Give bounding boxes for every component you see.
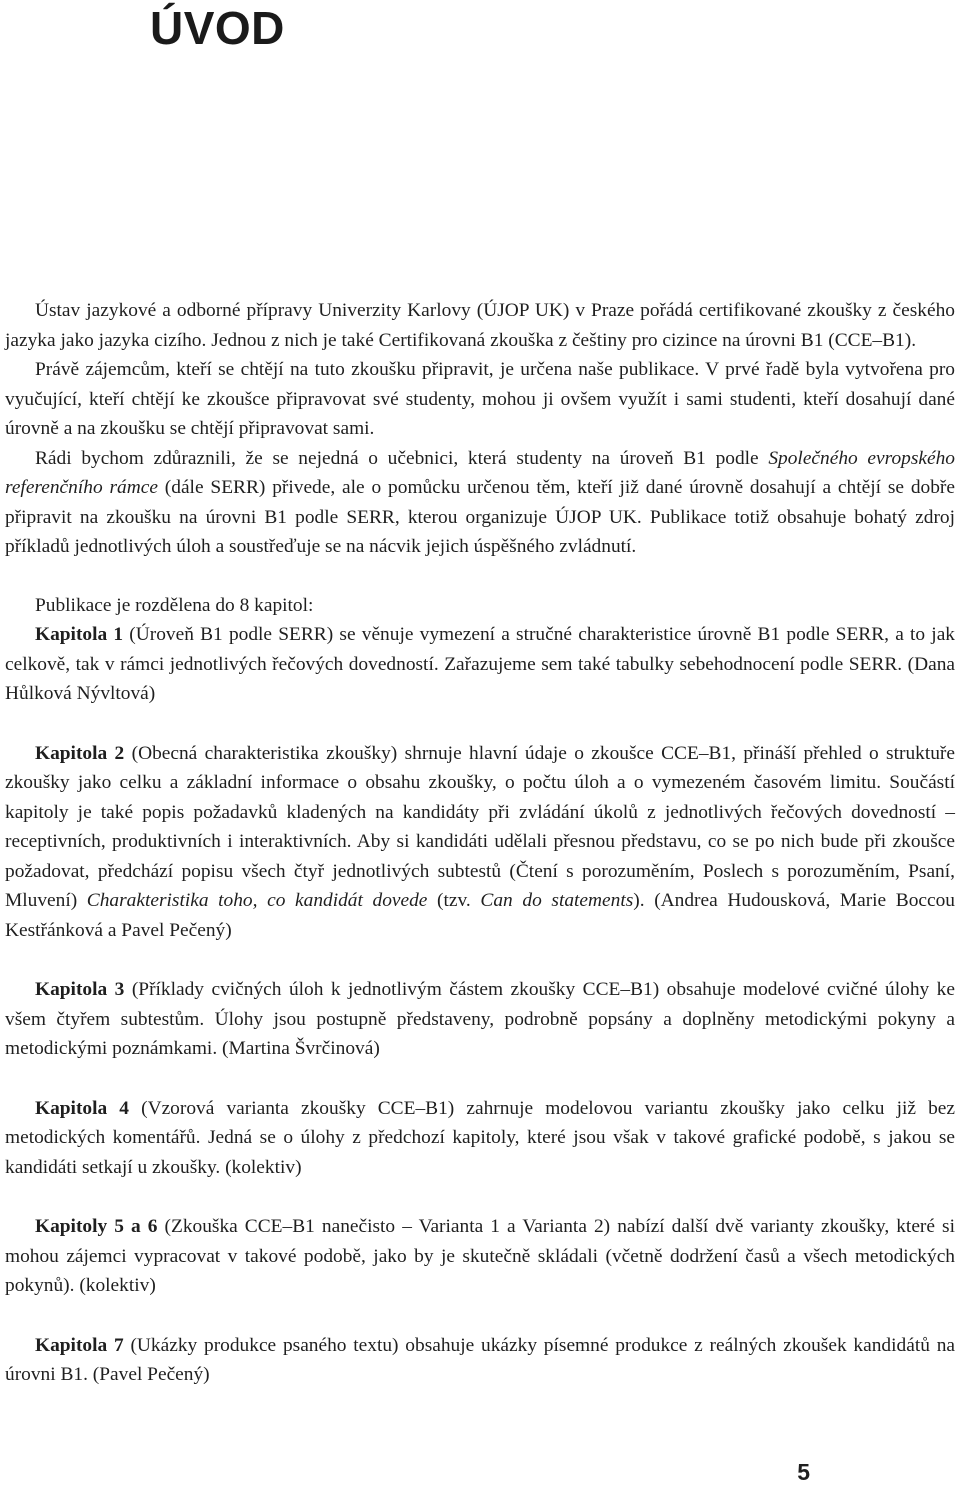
paragraph-text: Publikace je rozdělena do 8 kapitol: [35,594,314,616]
chapter-text: (Příklady cvičných úloh k jednotlivým částem zkoušky CCE–B1) obsahuje modelové cvičné úlohy ke všem čtyřem subtestům. Úlohy jsou postupně představeny, podrobně popsány a doplněny metodickými pokyny a metodickými poznámkami. (Martina Švrčinová) [5,979,955,1059]
body-text [5,296,955,1390]
chapter-text: (Úroveň B1 podle SERR) se věnuje vymezení a stručné charakteristice úrovně B1 podle SERR, a to jak celkově, tak v rámci jednotlivých řečových dovedností. Zařazujeme sem také tabulky sebehodnocení podle SERR. (Dana Hůlková Nývltová) [5,624,955,704]
intro-paragraph-3 [5,444,955,562]
chapter-text: (Zkouška CCE–B1 nanečisto – Varianta 1 a Varianta 2) nabízí další dvě varianty zkoušky, které si mohou zájemci vypracovat v takové podobě, jako by je skutečně skládali (včetně dodržení časů a všech metodických pokynů). (kolektiv) [5,1216,955,1296]
paragraph-text: Ústav jazykové a odborné přípravy Univerzity Karlovy (ÚJOP UK) v Praze pořádá certifikované zkoušky z českého jazyka jako jazyka cizího. Jednou z nich je také Certifikovaná zkouška z češtiny pro cizince na úrovni B1 (CCE–B1). [5,300,955,351]
chapter-text: (tzv. [427,890,481,911]
chapter-text: (Obecná charakteristika zkoušky) shrnuje hlavní údaje o zkoušce CCE–B1, přináší přehled o struktuře zkoušky jako celku a základní informace o obsahu zkoušky, o počtu úloh a o vymezeném časovém limitu. Součástí kapitoly je také popis požadavků kladených na kandidáty při zvládání úkolů z jednotlivých řečových dovedností – receptivních, produktivních i interaktivních. Aby si kandidáti udělali přesnou představu, co se po nich bude při zkoušce požadovat, předchází popisu všech čtyř jednotlivých subtestů (Čtení s porozuměním, Poslech s porozuměním, Psaní, Mluvení) [5,742,955,911]
italic-title: Společného evropského referenčního rámce [5,447,955,498]
page-number: 5 [797,1459,810,1485]
chapter-1 [5,620,955,709]
chapter-label: Kapitola 3 [35,979,125,1000]
chapters-intro [5,591,955,621]
chapter-text: ). (Andrea Hudousková, Marie Boccou Kestřánková a Pavel Pečený) [5,890,956,941]
chapter-5-6 [5,1212,955,1301]
chapter-label: Kapitola 7 [35,1334,124,1356]
chapter-label: Kapitola 4 [35,1097,129,1119]
chapter-3 [5,975,955,1064]
intro-paragraph-1 [5,296,955,355]
chapter-2 [5,739,955,946]
paragraph-text: (dále SERR) přivede, ale o pomůcku určenou těm, kteří již dané úrovně dosahují a chtějí se dobře připravit na zkoušku na úrovni B1 podle SERR, kterou organizuje ÚJOP UK. Publikace totiž obsahuje bohatý zdroj příkladů jednotlivých úloh a soustřeďuje se na nácvik jejich úspěšného zvládnutí. [5,477,955,557]
chapter-7 [5,1331,955,1390]
italic-term: Charakteristika toho, co kandidát dovede [86,890,428,911]
italic-term: Can do statements [480,890,634,911]
paragraph-text: Právě zájemcům, kteří se chtějí na tuto zkoušku připravit, je určena naše publikace. V prvé řadě byla vytvořena pro vyučující, kteří chtějí ke zkoušce připravovat své studenty, mohou ji ovšem využít i sami studenti, kteří dosahují dané úrovně a na zkoušku se chtějí připravovat sami. [5,359,955,439]
chapter-label: Kapitola 2 [35,742,125,764]
intro-paragraph-2 [5,355,955,444]
page-title: ÚVOD [150,2,285,54]
chapter-text: (Ukázky produkce psaného textu) obsahuje ukázky písemné produkce z reálných zkoušek kandidátů na úrovni B1. (Pavel Pečený) [5,1334,955,1385]
chapter-text: (Vzorová varianta zkoušky CCE–B1) zahrnuje modelovou variantu zkoušky jako celku již bez metodických komentářů. Jedná se o úlohy z předchozí kapitoly, které jsou však v takové grafické podobě, s jakou se kandidáti setkají u zkoušky. (kolektiv) [5,1097,955,1178]
paragraph-text: Rádi bychom zdůraznili, že se nejedná o učebnici, která studenty na úroveň B1 podle [35,447,769,469]
chapter-label: Kapitoly 5 a 6 [35,1216,158,1237]
chapter-4 [5,1094,955,1183]
chapter-label: Kapitola 1 [35,624,124,645]
